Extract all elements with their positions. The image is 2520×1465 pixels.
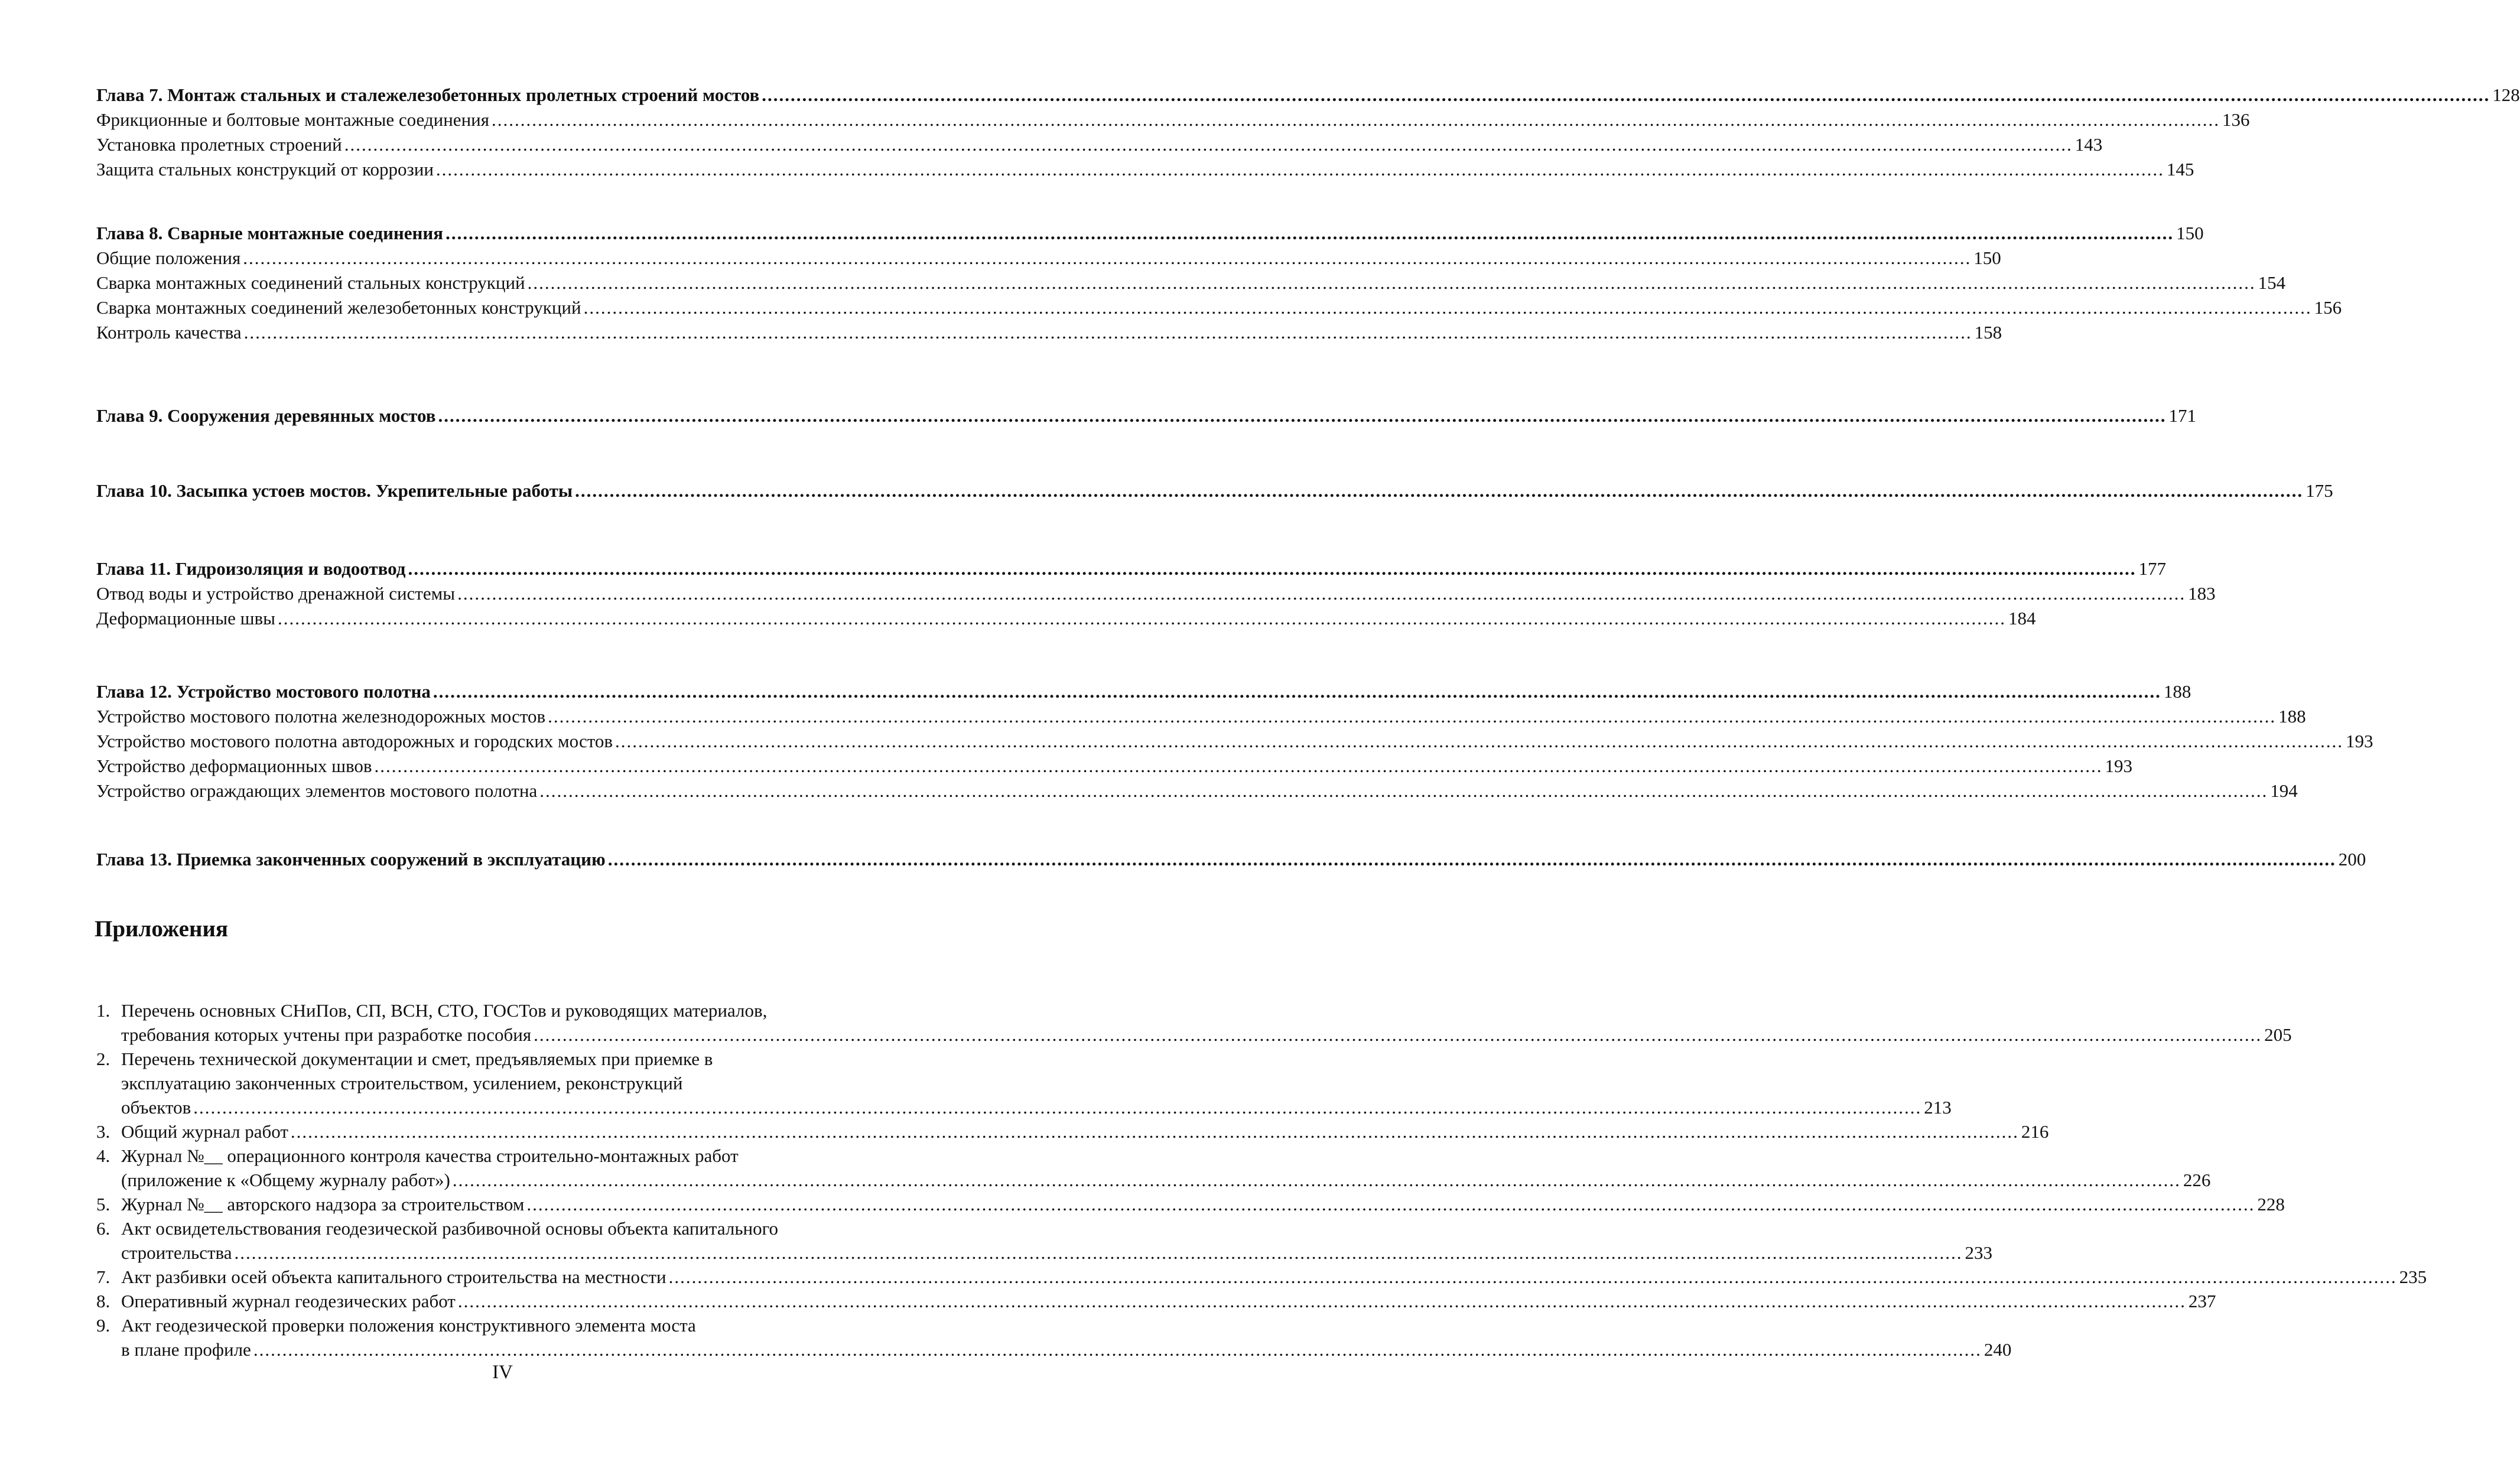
toc-section-title: Фрикционные и болтовые монтажные соединения [96,109,490,130]
appendix-item-number: 2. [96,1049,110,1069]
appendix-page-number: 233 [1965,1242,1992,1263]
appendix-item [96,1047,1952,1119]
toc-section-title: Сварка монтажных соединений стальных конструкций [96,272,525,293]
dot-leader [453,1168,2181,1192]
dot-leader [458,1289,2186,1313]
dot-leader [291,1119,2019,1144]
toc-section [96,132,2103,157]
toc-page-number: 158 [1974,322,2002,343]
toc-chapter-9 [96,403,2196,428]
dot-leader [408,556,2136,581]
toc-chapter-heading [96,847,2366,872]
toc-section [96,779,2298,803]
dot-leader [433,679,2161,704]
toc-chapter-heading [96,83,2520,108]
appendix-item-text: эксплуатацию законченных строительством, усилением, реконструкций [121,1073,683,1093]
toc-chapter-title: Глава 9. Сооружения деревянных мостов [96,405,436,426]
dot-leader [492,108,2220,132]
toc-section [96,320,2002,345]
toc-section [96,246,2001,271]
toc-section-title: Защита стальных конструкций от коррозии [96,159,434,180]
toc-section-title: Устройство деформационных швов [96,756,372,776]
toc-chapter-heading [96,478,2333,503]
toc-section-title: Устройство мостового полотна автодорожных и городских мостов [96,731,613,751]
appendix-heading: Приложения [95,916,229,942]
toc-page-number: 145 [2166,159,2194,180]
toc-chapter-title: Глава 7. Монтаж стальных и сталежелезобетонных пролетных строений мостов [96,84,760,105]
appendix-item [96,1192,2285,1216]
toc-section-title: Деформационные швы [96,608,275,629]
dot-leader [244,320,1972,345]
toc-chapter-title: Глава 11. Гидроизоляция и водоотвод [96,558,406,579]
toc-chapter-title: Глава 13. Приемка законченных сооружений в эксплуатацию [96,849,606,870]
appendix-item-text: объектов [121,1097,191,1118]
toc-section [96,108,2250,132]
appendix-page-number: 205 [2264,1024,2292,1045]
toc-page-number: 188 [2278,706,2306,727]
toc-page-number: 193 [2345,731,2373,751]
appendix-list [96,998,2427,1362]
appendix-item-number: 4. [96,1145,110,1166]
appendix-item [96,1216,1992,1265]
toc-chapter-11 [96,556,2216,631]
toc-page-number: 193 [2105,756,2133,776]
appendix-page-number: 240 [1984,1339,2012,1360]
appendix-item-text: Акт разбивки осей объекта капитального строительства на местности [121,1267,666,1287]
toc-section-title: Устройство мостового полотна железнодорожных мостов [96,706,546,727]
toc-chapter-12 [96,679,2373,803]
appendix-item [96,998,2292,1047]
appendix-item-text: в плане профиле [121,1339,251,1360]
appendix-item-text: Акт освидетельствования геодезической разбивочной основы объекта капитального [121,1218,779,1239]
toc-page-number: 175 [2306,480,2333,501]
appendix-item-text: Журнал №__ авторского надзора за строительством [121,1194,525,1215]
toc-page-number: 171 [2168,405,2196,426]
appendix-page-number: 228 [2257,1194,2285,1215]
appendix-item [96,1289,2216,1313]
dot-leader [584,295,2312,320]
dot-leader [234,1241,1962,1265]
toc-page-number: 150 [1973,248,2001,268]
appendix-item [96,1265,2427,1289]
toc-section-title: Устройство ограждающих элементов мостового полотна [96,780,538,801]
appendix-page-number: 216 [2021,1121,2049,1142]
dot-leader [615,729,2343,754]
toc-page-number: 183 [2188,583,2216,604]
toc-section [96,271,2286,295]
dot-leader [344,132,2073,157]
dot-leader [436,157,2164,182]
toc-chapter-title: Глава 12. Устройство мостового полотна [96,681,431,702]
toc-page-number: 156 [2314,297,2342,318]
appendix-page-number: 226 [2183,1170,2211,1190]
appendix-page-number: 237 [2188,1291,2216,1311]
appendix-item-text: Журнал №__ операционного контроля качества строительно-монтажных работ [121,1145,739,1166]
toc-section [96,606,2036,631]
dot-leader [375,754,2103,779]
toc-page-number: 188 [2163,681,2191,702]
appendix-item-number: 8. [96,1291,110,1311]
toc-section-title: Контроль качества [96,322,242,343]
toc-section [96,754,2133,779]
appendix-item-text: Акт геодезической проверки положения конструктивного элемента моста [121,1315,696,1336]
appendix-item-number: 3. [96,1121,110,1142]
dot-leader [193,1095,1921,1119]
appendix-item-text: строительства [121,1242,232,1263]
toc-section [96,729,2373,754]
toc-chapter-10 [96,478,2333,503]
toc-page-number: 194 [2270,780,2298,801]
dot-leader [539,779,2268,803]
toc-page-number: 200 [2338,849,2366,870]
appendix-item-number: 7. [96,1267,110,1287]
toc-page-number: 150 [2176,223,2204,243]
toc-page-number: 184 [2008,608,2036,629]
appendix-item-number: 5. [96,1194,110,1215]
toc-page-number: 128 [2492,84,2520,105]
appendix-item-text: Перечень основных СНиПов, СП, ВСН, СТО, ГОСТов и руководящих материалов, [121,1000,768,1021]
appendix-item [96,1119,2049,1144]
appendix-item [96,1144,2211,1192]
dot-leader [608,847,2336,872]
toc-chapter-heading [96,403,2196,428]
dot-leader [526,1192,2255,1216]
dot-leader [528,271,2256,295]
toc-chapter-title: Глава 8. Сварные монтажные соединения [96,223,444,243]
toc-chapter-heading [96,221,2204,246]
toc-section-title: Сварка монтажных соединений железобетонных конструкций [96,297,581,318]
toc-page-number: 143 [2074,134,2103,155]
dot-leader [669,1265,2397,1289]
toc-page-number: 177 [2138,558,2166,579]
dot-leader [457,581,2186,606]
toc-section [96,704,2306,729]
appendix-page-number: 213 [1924,1097,1952,1118]
toc-section-title: Общие положения [96,248,241,268]
dot-leader [446,221,2174,246]
dot-leader [548,704,2276,729]
toc-section [96,581,2216,606]
toc-section [96,157,2194,182]
appendix-item-number: 6. [96,1218,110,1239]
toc-section [96,295,2342,320]
appendix-item-text: Оперативный журнал геодезических работ [121,1291,456,1311]
dot-leader [534,1023,2262,1047]
toc-chapter-heading [96,679,2191,704]
appendix-item-text: требования которых учтены при разработке пособия [121,1024,532,1045]
dot-leader [253,1337,1982,1362]
dot-leader [762,83,2490,108]
toc-section-title: Установка пролетных строений [96,134,342,155]
toc-chapter-title: Глава 10. Засыпка устоев мостов. Укрепительные работы [96,480,573,501]
toc-section-title: Отвод воды и устройство дренажной системы [96,583,456,604]
toc-chapter-13 [96,847,2366,872]
appendix-item-number: 1. [96,1000,110,1021]
dot-leader [575,478,2303,503]
appendix-item-number: 9. [96,1315,110,1336]
appendix-page-number: 235 [2399,1267,2427,1287]
dot-leader [438,403,2166,428]
toc-chapter-7 [96,83,2520,182]
dot-leader [243,246,1971,271]
appendix-item-text: Перечень технической документации и смет, предъявляемых при приемке в [121,1049,713,1069]
toc-page-number: 154 [2258,272,2286,293]
page-number-footer: IV [492,1362,513,1383]
appendix-item [96,1313,2012,1362]
toc-page-number: 136 [2222,109,2250,130]
appendix-item-text: (приложение к «Общему журналу работ») [121,1170,450,1190]
toc-chapter-8 [96,221,2342,345]
appendix-item-text: Общий журнал работ [121,1121,288,1142]
dot-leader [278,606,2006,631]
toc-chapter-heading [96,556,2166,581]
